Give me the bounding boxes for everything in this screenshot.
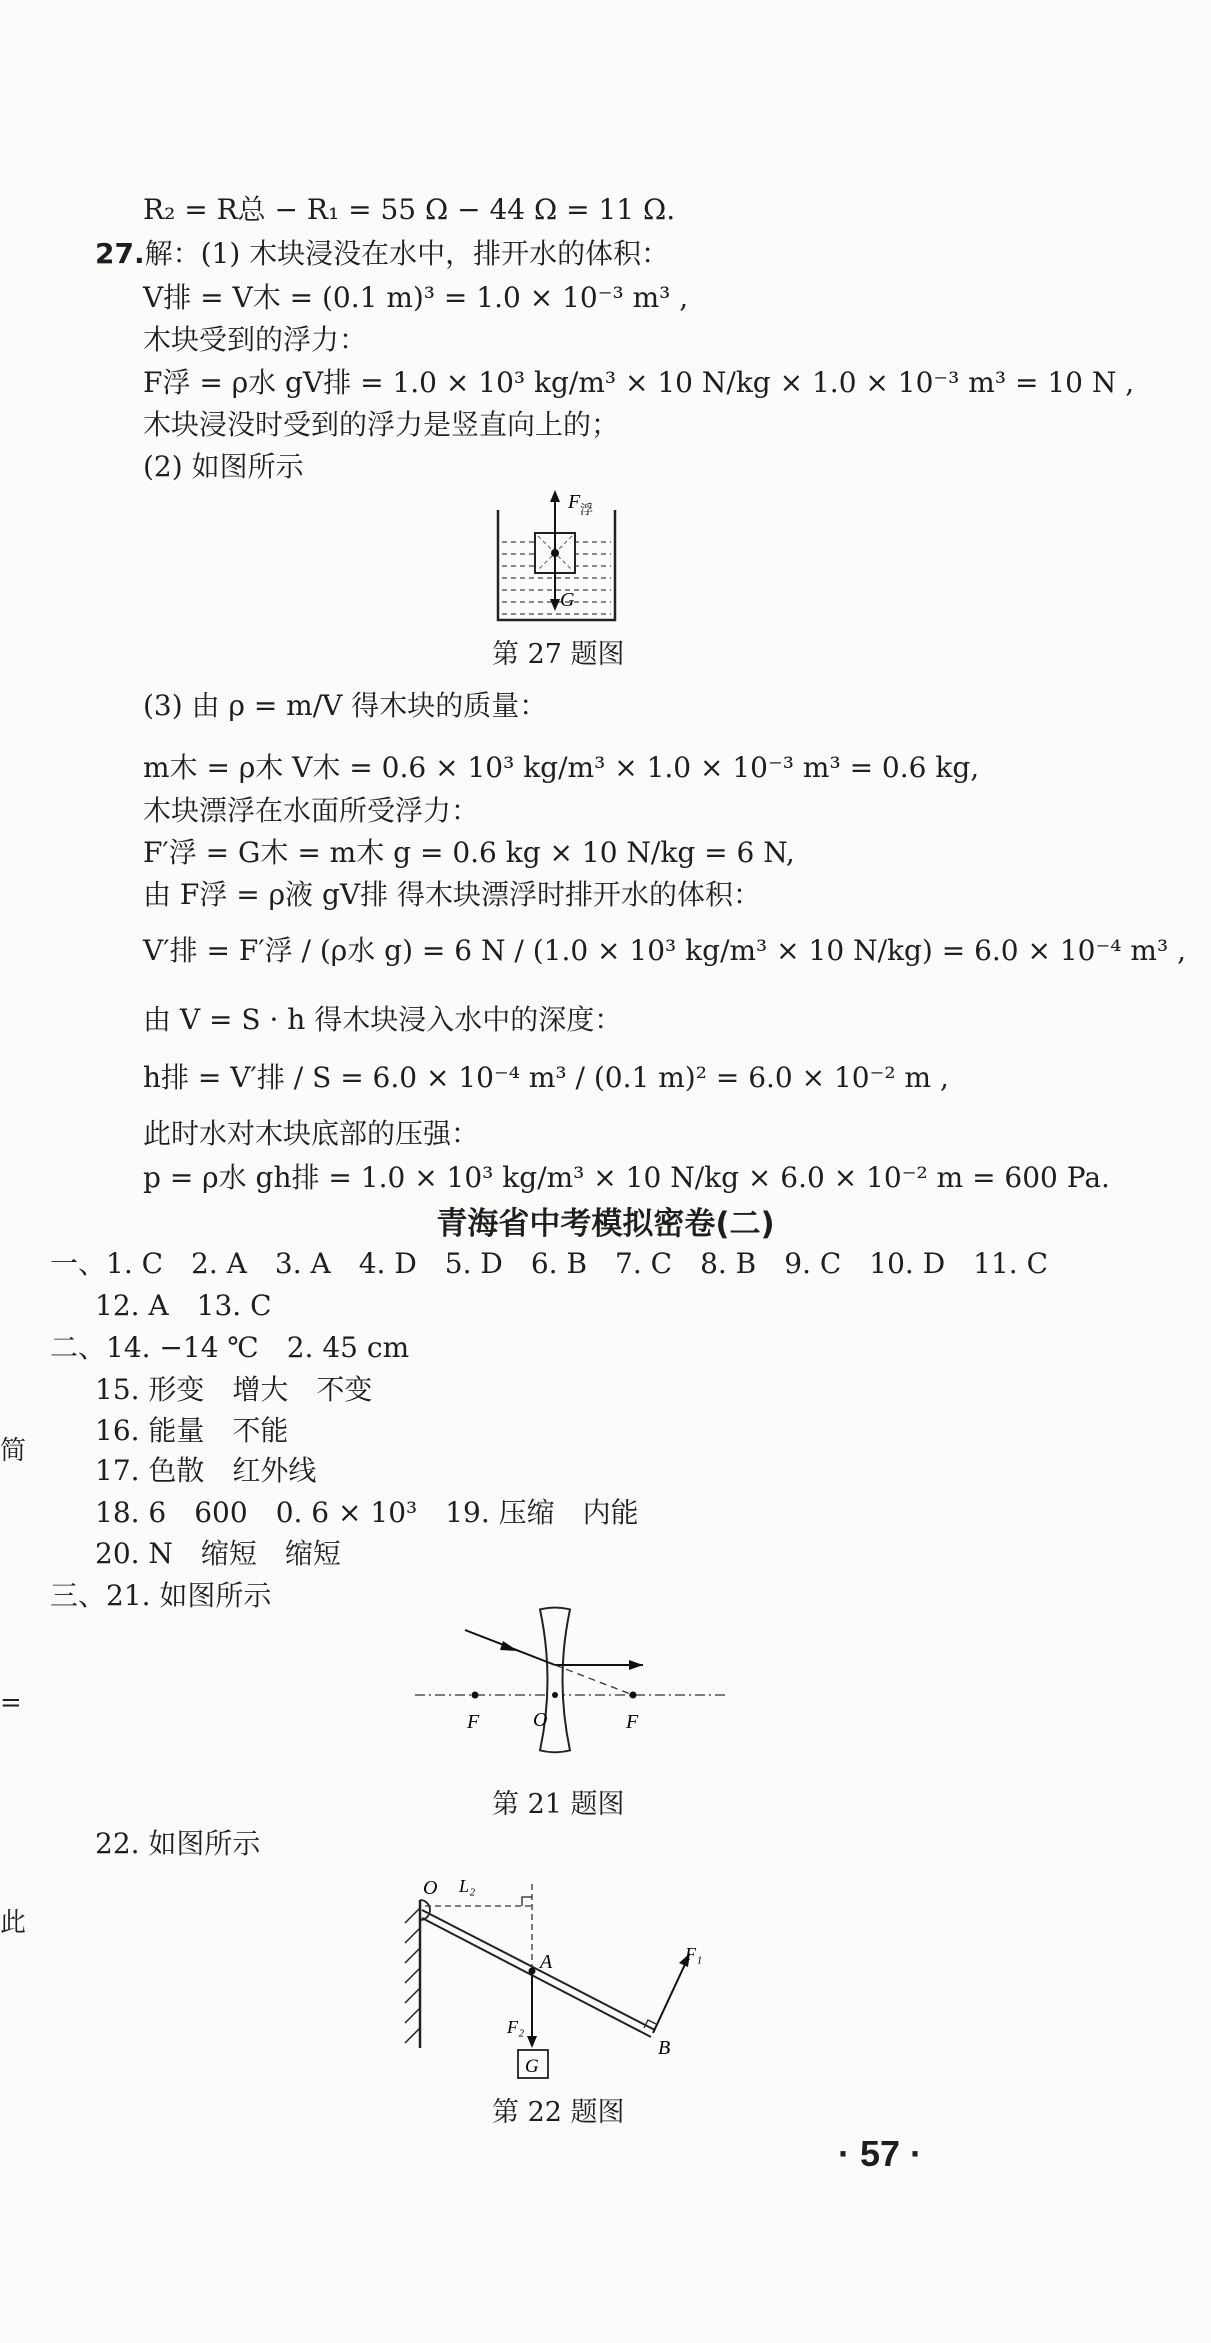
q27-line-14: h排 = V′排 / S = 6.0 × 10⁻⁴ m³ / (0.1 m)² = 6.0 × 10⁻² m , — [143, 1061, 949, 1094]
q27-number: 27. — [95, 237, 145, 270]
answer-q18-19: 18. 6 600 0. 6 × 10³ 19. 压缩 内能 — [95, 1496, 639, 1529]
fig22-label-o: O — [423, 1877, 438, 1899]
fig21-label-f-left: F — [467, 1711, 480, 1733]
q27-line-9: 木块漂浮在水面所受浮力： — [143, 794, 480, 827]
q27-line-3: 木块受到的浮力： — [143, 323, 368, 356]
fig22-diagram — [395, 1870, 715, 2110]
answer-q14: 二、14. −14 ℃ 2. 45 cm — [50, 1331, 410, 1364]
q27-line-12: V′排 = F′浮 / (ρ水 g) = 6 N / (1.0 × 10³ kg/m³ × 10 N/kg) = 6.0 × 10⁻⁴ m³ , — [143, 934, 1186, 967]
q27-line-6: (2) 如图所示 — [143, 450, 304, 483]
answer-q21: 三、21. 如图所示 — [50, 1579, 272, 1612]
fig27-caption: 第 27 题图 — [492, 639, 625, 670]
margin-char-1: 简 — [0, 1436, 27, 1466]
answer-q22: 22. 如图所示 — [95, 1827, 261, 1860]
q27-line-1-text: 解：(1) 木块浸没在水中，排开水的体积： — [144, 237, 670, 270]
answer-q17: 17. 色散 红外线 — [95, 1454, 317, 1487]
fig22-label-g: G — [525, 2056, 539, 2077]
answer-q16: 16. 能量 不能 — [95, 1414, 289, 1447]
fig21-label-o: O — [533, 1709, 548, 1731]
page-number: · 57 · — [838, 2133, 923, 2174]
q27-line-7: (3) 由 ρ = m/V 得木块的质量： — [143, 689, 548, 722]
q27-line-5: 木块浸没时受到的浮力是竖直向上的； — [143, 408, 620, 441]
q27-line-1 — [95, 236, 669, 272]
fig22-label-f2: F₂ — [507, 2017, 525, 2037]
q27-line-8: m木 = ρ木 V木 = 0.6 × 10³ kg/m³ × 1.0 × 10⁻³ m³ = 0.6 kg, — [143, 751, 980, 784]
fig27-label-f: F — [568, 491, 581, 513]
fig27-label-f-sub: 浮 — [580, 502, 594, 517]
fig22-label-f1: F₁ — [685, 1944, 703, 1964]
margin-char-3: 此 — [0, 1908, 27, 1938]
q27-line-15: 此时水对木块底部的压强： — [143, 1117, 480, 1150]
q27-line-13: 由 V = S · h 得木块浸入水中的深度： — [143, 1003, 623, 1036]
margin-char-2: = — [0, 1688, 22, 1718]
answers-part1-line-a: 一、1. C 2. A 3. A 4. D 5. D 6. B 7. C 8. B 9. C 10. D 11. C — [50, 1247, 1049, 1280]
q27-line-4: F浮 = ρ水 gV排 = 1.0 × 10³ kg/m³ × 10 N/kg × 1.0 × 10⁻³ m³ = 10 N , — [143, 366, 1135, 399]
fig22-label-l2: L₂ — [459, 1876, 476, 1896]
section-title: 青海省中考模拟密卷(二) — [436, 1206, 775, 1242]
fig21-caption: 第 21 题图 — [492, 1789, 625, 1820]
q27-line-11: 由 F浮 = ρ液 gV排 得木块漂浮时排开水的体积： — [143, 878, 761, 911]
fig27-label-g: G — [560, 589, 575, 611]
fig21-label-f-right: F — [626, 1711, 639, 1733]
fig22-caption: 第 22 题图 — [492, 2097, 625, 2128]
r2-result-line: R₂ = R总 − R₁ = 55 Ω − 44 Ω = 11 Ω. — [143, 193, 676, 226]
answer-q20: 20. N 缩短 缩短 — [95, 1537, 341, 1570]
q27-line-16: p = ρ水 gh排 = 1.0 × 10³ kg/m³ × 10 N/kg × 6.0 × 10⁻² m = 600 Pa. — [143, 1161, 1110, 1194]
fig22-label-b: B — [658, 2037, 671, 2059]
fig27-diagram — [490, 490, 630, 625]
q27-line-2: V排 = V木 = (0.1 m)³ = 1.0 × 10⁻³ m³ , — [143, 281, 689, 314]
fig22-label-a: A — [540, 1951, 553, 1973]
answers-part1-line-b: 12. A 13. C — [95, 1289, 272, 1322]
answer-q15: 15. 形变 增大 不变 — [95, 1373, 373, 1406]
q27-line-10: F′浮 = G木 = m木 g = 0.6 kg × 10 N/kg = 6 N, — [143, 836, 795, 869]
fig21-diagram — [415, 1610, 725, 1760]
